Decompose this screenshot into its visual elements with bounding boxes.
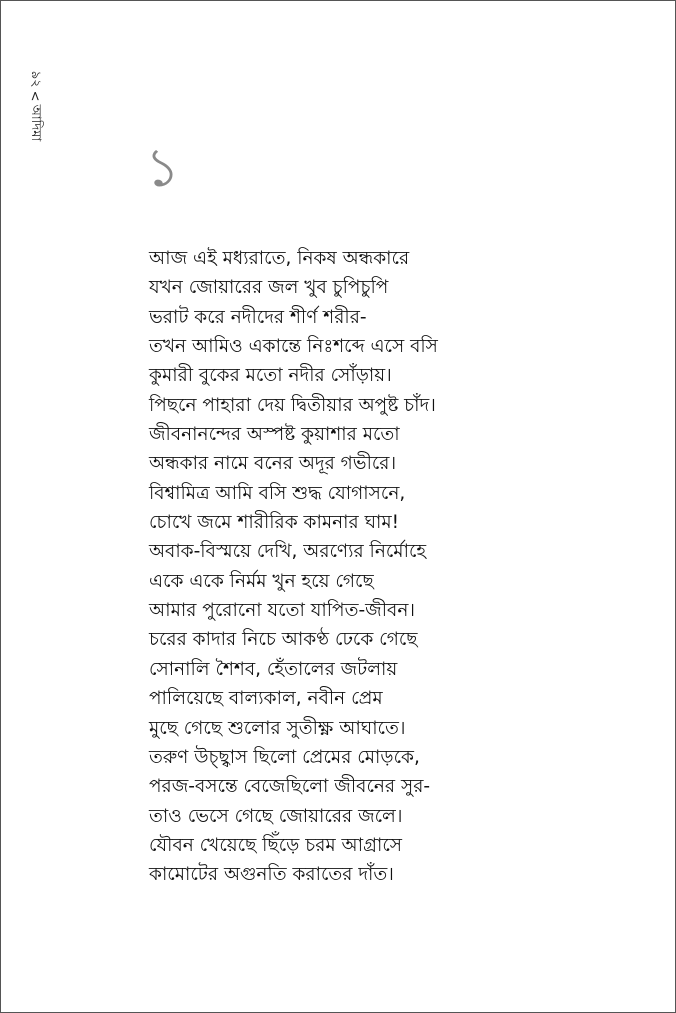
poem-line: কামোটের অগুনতি করাতের দাঁত। bbox=[149, 864, 394, 886]
poem-line: অবাক-বিস্ময়ে দেখি, অরণ্যের নির্মোহে bbox=[149, 541, 427, 563]
poem-body bbox=[149, 244, 649, 890]
poem-line: বিশ্বামিত্র আমি বসি শুদ্ধ যোগাসনে, bbox=[149, 482, 406, 504]
poem-line: চোখে জমে শারীরিক কামনার ঘাম! bbox=[149, 512, 400, 534]
running-head-separator: < bbox=[27, 90, 43, 102]
poem-line: পিছনে পাহারা দেয় দ্বিতীয়ার অপুষ্ট চাঁদ। bbox=[149, 394, 436, 416]
page-number: ৯২ bbox=[28, 70, 44, 88]
poem-line: আমার পুরোনো যতো যাপিত-জীবন। bbox=[149, 600, 415, 622]
poem-line: যখন জোয়ারের জল খুব চুপিচুপি bbox=[149, 277, 389, 299]
poem-line: পালিয়েছে বাল্যকাল, নবীন প্রেম bbox=[149, 688, 383, 710]
book-title: আদিমা bbox=[28, 104, 44, 142]
poem-line: মুছে গেছে শুলোর সুতীক্ষ্ণ আঘাতে। bbox=[149, 717, 406, 739]
poem-line: অন্ধকার নামে বনের অদূর গভীরে। bbox=[149, 453, 397, 475]
poem-line: তাও ভেসে গেছে জোয়ারের জলে। bbox=[149, 805, 403, 827]
poem-line: জীবনানন্দের অস্পষ্ট কুয়াশার মতো bbox=[149, 424, 400, 446]
poem-line: একে একে নির্মম খুন হয়ে গেছে bbox=[149, 570, 374, 592]
poem-line: আজ এই মধ্যরাতে, নিকষ অন্ধকারে bbox=[149, 248, 410, 269]
poem-number: ১ bbox=[145, 136, 181, 199]
poem-line: ভরাট করে নদীদের শীর্ণ শরীর- bbox=[149, 306, 367, 328]
poem-line: যৌবন খেয়েছে ছিঁড়ে চরম আগ্রাসে bbox=[149, 834, 402, 856]
poem-line: তরুণ উচ্ছ্বাস ছিলো প্রেমের মোড়কে, bbox=[149, 746, 420, 768]
running-head bbox=[0, 70, 70, 142]
poem-line: চরের কাদার নিচে আকণ্ঠ ঢেকে গেছে bbox=[149, 629, 418, 651]
poem-line: সোনালি শৈশব, হেঁতালের জটলায় bbox=[149, 658, 398, 680]
poem-line: পরজ-বসন্তে বেজেছিলো জীবনের সুর- bbox=[149, 776, 431, 798]
poem-line: কুমারী বুকের মতো নদীর সোঁড়ায়। bbox=[149, 365, 392, 387]
poem-line: তখন আমিও একান্তে নিঃশব্দে এসে বসি bbox=[149, 336, 438, 358]
